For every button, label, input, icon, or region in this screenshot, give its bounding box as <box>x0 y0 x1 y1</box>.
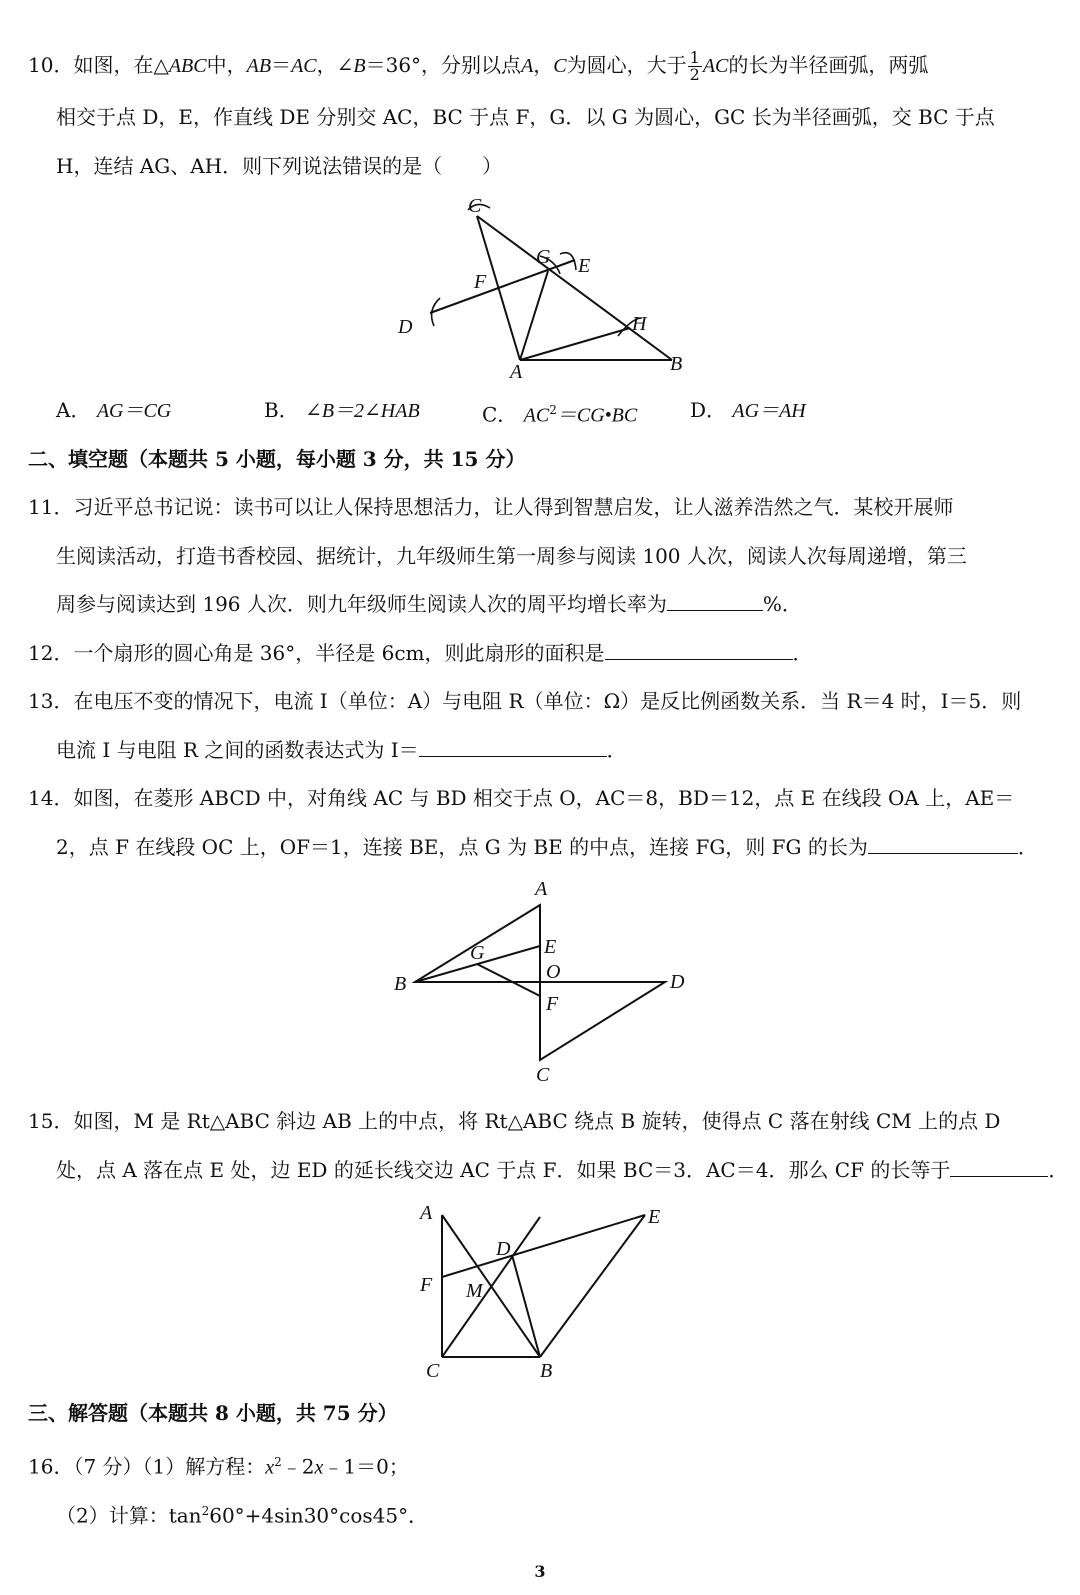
q10-option-d: D． AG＝AH <box>690 398 806 422</box>
label-C: C <box>468 195 482 217</box>
label-A: A <box>420 1202 433 1224</box>
label-D: D <box>496 1238 511 1260</box>
q12-line1: 12．一个扇形的圆心角是 36°，半径是 6cm，则此扇形的面积是 ． <box>28 641 813 665</box>
q14-line1: 14．如图，在菱形 ABCD 中，对角线 AC 与 BD 相交于点 O，AC＝8，BD＝12，点 E 在线段 OA 上，AE＝ <box>28 786 1015 810</box>
segment-GF <box>477 964 540 996</box>
q13-line2: 电流 I 与电阻 R 之间的函数表达式为 I＝ ． <box>56 738 627 762</box>
segment-DB <box>512 1255 540 1357</box>
label-B: B <box>540 1360 553 1382</box>
label-D: D <box>398 316 413 338</box>
q14-line2: 2，点 F 在线段 OC 上，OF＝1，连接 BE，点 G 为 BE 的中点，连接 FG，则 FG 的长为 ． <box>56 835 1038 859</box>
q15-line2: 处，点 A 落在点 E 处，边 ED 的延长线交边 AC 于点 F．如果 BC＝3．AC＝4．那么 CF 的长等于 ． <box>56 1158 1069 1182</box>
label-O: O <box>546 961 561 983</box>
label-M: M <box>466 1280 483 1302</box>
q11-answer-blank[interactable] <box>667 592 763 611</box>
q10-figure <box>380 188 700 388</box>
label-H: H <box>632 313 647 335</box>
label-A: A <box>535 878 548 900</box>
label-E: E <box>648 1206 661 1228</box>
q11-line1: 11．习近平总书记说：读书可以让人保持思想活力，让人得到智慧启发，让人滋养浩然之气．某校开展师 <box>28 495 954 519</box>
q13-line1: 13．在电压不变的情况下，电流 I（单位：A）与电阻 R（单位：Ω）是反比例函数关系．当 R＝4 时，I＝5．则 <box>28 689 1022 713</box>
q14-figure <box>380 875 710 1090</box>
segment-AG <box>520 271 548 360</box>
q10-line3: H，连结 AG、AH．则下列说法错误的是（ ） <box>56 154 503 178</box>
fraction-one-half: $\frac{1}{2}$ <box>689 48 700 84</box>
q10-line2: 相交于点 D，E，作直线 DE 分别交 AC，BC 于点 F，G．以 G 为圆心，GC 长为半径画弧，交 BC 于点 <box>56 105 995 129</box>
q10-option-b: B． ∠B＝2∠HAB <box>264 398 420 422</box>
label-E: E <box>578 255 591 277</box>
q16-part2: （2）计算：$\tan^260^\circ+4\sin 30^\circ\cos 45^\circ$． <box>56 1503 429 1528</box>
q10-option-a: A． AG＝CG <box>56 398 172 422</box>
label-B: B <box>394 973 407 995</box>
label-C: C <box>536 1064 550 1086</box>
page-number: 3 <box>534 1562 546 1581</box>
q11-line3: 周参与阅读达到 196 人次．则九年级师生阅读人次的周平均增长率为 %． <box>56 592 802 616</box>
q15-line1: 15．如图，M 是 Rt△ABC 斜边 AB 上的中点，将 Rt△ABC 绕点 B 旋转，使得点 C 落在射线 CM 上的点 D <box>28 1109 1001 1133</box>
section3-title: 三、解答题（本题共 8 小题，共 75 分） <box>28 1401 398 1425</box>
q15-figure <box>400 1195 690 1385</box>
q10-line1: 10．如图，在△ABC中，AB＝AC，∠B＝36°，分别以点A，C为圆心，大于 $\frac{1}{2}$ AC的长为半径画弧，两弧 <box>28 48 929 84</box>
q13-answer-blank[interactable] <box>419 738 607 757</box>
line-FE <box>442 1215 645 1277</box>
label-G: G <box>536 246 551 268</box>
q15-answer-blank[interactable] <box>950 1158 1048 1177</box>
q10-number: 10． <box>28 53 74 77</box>
q16-part1: 16．（7 分）（1）解方程：$x^2﹣2x﹣1=0$； <box>28 1454 409 1479</box>
label-C: C <box>426 1360 440 1382</box>
line-DE <box>430 260 575 313</box>
q10-option-c: C． $AC^2=CG•BC$ <box>482 402 638 427</box>
segment-BE <box>540 1215 645 1357</box>
section2-title: 二、填空题（本题共 5 小题，每小题 3 分，共 15 分） <box>28 447 526 471</box>
label-B: B <box>670 353 683 375</box>
label-F: F <box>474 271 487 293</box>
label-D: D <box>670 971 685 993</box>
label-F: F <box>420 1274 433 1296</box>
q14-answer-blank[interactable] <box>868 835 1018 854</box>
label-F: F <box>546 993 559 1015</box>
label-A: A <box>510 361 523 383</box>
q12-answer-blank[interactable] <box>605 641 793 660</box>
label-G: G <box>470 942 485 964</box>
label-E: E <box>544 936 557 958</box>
segment-AH <box>520 328 630 360</box>
segment-CB <box>477 216 672 360</box>
q11-line2: 生阅读活动，打造书香校园、据统计，九年级师生第一周参与阅读 100 人次，阅读人次每周递增，第三 <box>56 544 967 568</box>
